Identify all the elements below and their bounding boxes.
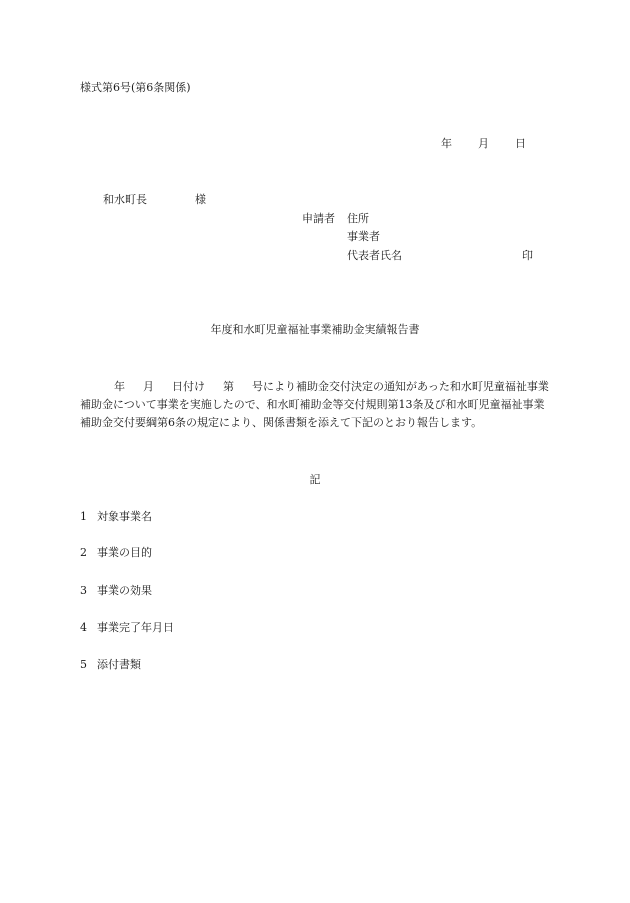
report-body-paragraph [80,378,550,432]
item-label: 事業の目的 [97,546,152,559]
date-day-label: 日 [515,137,526,150]
business-label: 事業者 [347,230,380,243]
form-number: 様式第6号(第6条関係) [80,81,191,94]
body-dai: 第 [223,380,234,393]
body-rest: 号により補助金交付決定の通知があった和水町児童福祉事業補助金について事業を実施したので、和水町補助金等交付規則第13条及び和水町児童福祉事業補助金交付要綱第6条の規定により、関係書類を添えて下記のとおり報告します。 [80,380,549,429]
date-line [441,137,526,151]
body-year: 年 [114,380,125,393]
item-label: 添付書類 [97,658,141,671]
item-label: 事業完了年月日 [97,621,174,634]
item-number: 4 [80,621,87,634]
item-number: 2 [80,546,87,559]
seal-mark: 印 [522,249,533,262]
list-item [80,621,174,635]
list-item [80,546,152,560]
applicant-label: 申請者 [302,212,335,225]
addressee-honorific: 様 [195,193,206,206]
list-item [80,584,152,598]
addressee [103,193,206,207]
body-date: 日付け [172,380,205,393]
body-month: 月 [143,380,154,393]
item-number: 1 [80,510,87,523]
item-number: 5 [80,658,87,671]
item-label: 対象事業名 [97,510,152,523]
representative-label: 代表者氏名 [347,249,402,262]
item-label: 事業の効果 [97,584,152,597]
addressee-name: 和水町長 [103,193,147,206]
item-number: 3 [80,584,87,597]
address-label: 住所 [347,212,369,225]
date-month-label: 月 [478,137,489,150]
ki-heading: 記 [309,473,321,486]
date-year-label: 年 [441,137,452,150]
list-item [80,510,152,524]
list-item [80,658,141,672]
document-title: 年度和水町児童福祉事業補助金実績報告書 [210,323,420,336]
